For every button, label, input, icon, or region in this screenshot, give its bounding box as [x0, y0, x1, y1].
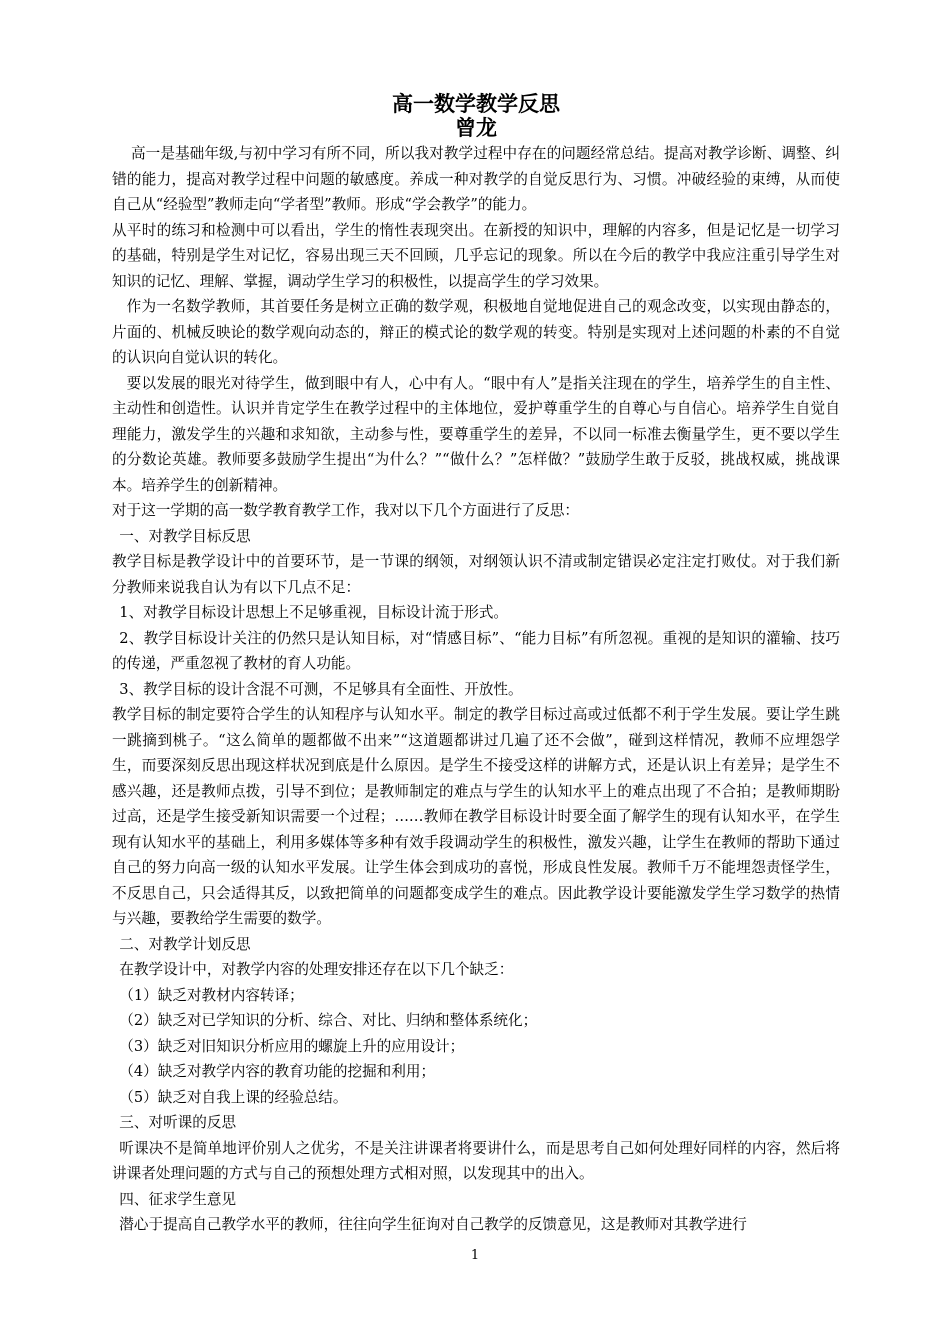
paragraph: 从平时的练习和检测中可以看出，学生的惰性表现突出。在新授的知识中，理解的内容多，但是记忆是一切学习的基础，特别是学生对记忆，容易出现三天不回顾，几乎忘记的现象。所以在今后的教学中我应注重引导学生对知识的记忆、理解、掌握，调动学生学习的积极性，以提高学生的学习效果。 [112, 221, 840, 290]
paragraph: 教学目标的制定要符合学生的认知程序与认知水平。制定的教学目标过高或过低都不利于学生发展。要让学生跳一跳摘到桃子。“这么简单的题都做不出来”“这道题都讲过几遍了还不会做”，碰到这样情况，教师不应埋怨学生，而要深刻反思出现这样状况到底是什么原因。是学生不接受这样的讲解方式，还是认识上有差异；是学生不感兴趣，还是教师点拨，引导不到位；是教师制定的难点与学生的认知水平上的难点出现了不合拍；是教师期盼过高，还是学生接受新知识需要一个过程；……教师在教学目标设计时要全面了解学生的现有认知水平，在学生现有认知水平的基础上，利用多媒体等多种有效手段调动学生的积极性，激发兴趣，让学生在教师的帮助下通过自己的努力向高一级的认知水平发展。让学生体会到成功的喜悦，形成良性发展。教师千万不能埋怨责怪学生，不反思自己，只会适得其反，以致把简单的问题都变成学生的难点。因此教学设计要能激发学生学习数学的热情与兴趣，要教给学生需要的数学。 [112, 706, 840, 927]
document-author: 曾龙 [455, 115, 497, 140]
paragraph: 潜心于提高自己教学水平的教师，往往向学生征询对自己教学的反馈意见，这是教师对其教学进行 [119, 1216, 747, 1233]
paragraph: （2）缺乏对已学知识的分析、综合、对比、归纳和整体系统化； [119, 1012, 538, 1029]
paragraph: 对于这一学期的高一数学教育教学工作，我对以下几个方面进行了反思： [112, 502, 580, 519]
document-body [112, 141, 840, 1238]
paragraph: （3）缺乏对旧知识分析应用的螺旋上升的应用设计； [119, 1037, 465, 1055]
paragraph: 3、教学目标的设计含混不可测，不足够具有全面性、开放性。 [119, 680, 523, 698]
paragraph: 一、对教学目标反思 [119, 527, 251, 545]
paragraph: 在教学设计中，对教学内容的处理安排还存在以下几个缺乏： [119, 961, 514, 978]
paragraph: （5）缺乏对自我上课的经验总结。 [119, 1088, 348, 1106]
paragraph: 1、对教学目标设计思想上不足够重视，目标设计流于形式。 [119, 604, 509, 621]
document-page [112, 92, 840, 1238]
paragraph: 听课决不是简单地评价别人之优劣，不是关注讲课者将要讲什么，而是思考自己如何处理好同样的内容，然后将讲课者处理问题的方式与自己的预想处理方式相对照，以发现其中的出入。 [112, 1139, 840, 1182]
paragraph: 高一是基础年级,与初中学习有所不同，所以我对教学过程中存在的问题经常总结。提高对教学诊断、调整、纠错的能力，提高对教学过程中问题的敏感度。养成一种对教学的自觉反思行为、习惯。冲破经验的束缚，从而使自己从“经验型”教师走向“学者型”教师。形成“学会教学”的能力。 [112, 145, 840, 213]
paragraph: 2、教学目标设计关注的仍然只是认知目标，对“情感目标”、“能力目标”有所忽视。重视的是知识的灌输、技巧的传递，严重忽视了教材的育人功能。 [112, 629, 840, 672]
paragraph: 作为一名数学教师，其首要任务是树立正确的数学观，积极地自觉地促进自己的观念改变，以实现由静态的，片面的、机械反映论的数学观向动态的，辩正的模式论的数学观的转变。特别是实现对上述问题的朴素的不自觉的认识向自觉认识的转化。 [112, 298, 840, 366]
paragraph: 教学目标是教学设计中的首要环节，是一节课的纲领，对纲领认识不清或制定错误必定注定打败仗。对于我们新分教师来说我自认为有以下几点不足： [112, 553, 840, 596]
paragraph: （1）缺乏对教材内容转译； [119, 986, 304, 1004]
page-number: 1 [470, 1248, 480, 1263]
paragraph: 二、对教学计划反思 [119, 935, 251, 953]
document-title: 高一数学教学反思 [392, 91, 560, 116]
paragraph: 三、对听课的反思 [119, 1114, 237, 1131]
paragraph: 要以发展的眼光对待学生，做到眼中有人，心中有人。“眼中有人”是指关注现在的学生，培养学生的自主性、主动性和创造性。认识并肯定学生在教学过程中的主体地位，爱护尊重学生的自尊心与自信心。培养学生自觉自理能力，激发学生的兴趣和求知欲，主动参与性，要尊重学生的差异，不以同一标准去衡量学生，更不要以学生的分数论英雄。教师要多鼓励学生提出“为什么？”“做什么？”怎样做？”鼓励学生敢于反驳，挑战权威，挑战课本。培养学生的创新精神。 [112, 374, 840, 494]
paragraph: 四、征求学生意见 [119, 1190, 237, 1208]
paragraph: （4）缺乏对教学内容的教育功能的挖掘和利用； [119, 1063, 436, 1080]
